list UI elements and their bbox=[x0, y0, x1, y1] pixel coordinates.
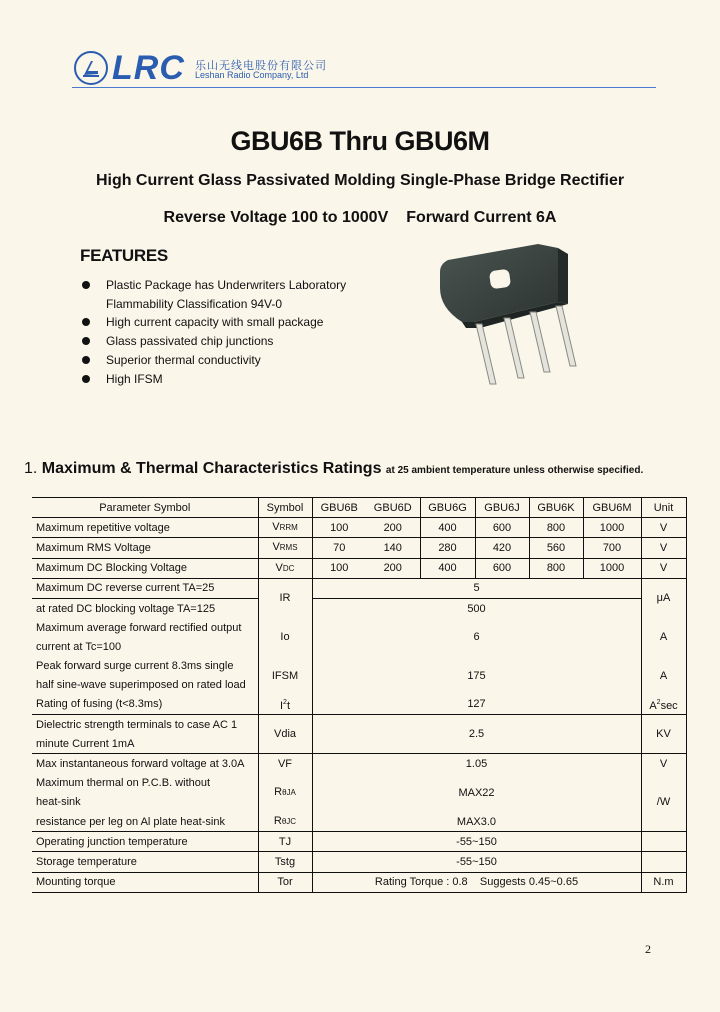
bullet-icon bbox=[82, 375, 90, 383]
header-divider bbox=[72, 87, 656, 88]
bullet-icon bbox=[82, 281, 90, 289]
table-row: Peak forward surge current 8.3ms single IFSM 175 A bbox=[32, 657, 686, 676]
page-number: 2 bbox=[645, 942, 651, 956]
company-name-cn: 乐山无线电股份有限公司 bbox=[195, 60, 327, 72]
bullet-icon bbox=[82, 318, 90, 326]
company-name-en: Leshan Radio Company, Ltd bbox=[195, 70, 309, 80]
table-row: minute Current 1mA bbox=[32, 734, 686, 754]
section-heading: 1. Maximum & Thermal Characteristics Ratings at 25 ambient temperature unless otherwise specified. bbox=[24, 460, 644, 477]
lrc-logo-icon bbox=[74, 51, 108, 85]
table-row: current at Tc=100 bbox=[32, 637, 686, 656]
logo-text: LRC bbox=[112, 49, 185, 87]
table-row: Maximum repetitive voltage VRRM 100 200 400 600 800 1000 V bbox=[32, 518, 686, 538]
document-title: GBU6B Thru GBU6M bbox=[230, 126, 490, 156]
gbu-package-image bbox=[430, 238, 610, 386]
table-row: resistance per leg on Al plate heat-sink RθJC MAX3.0 bbox=[32, 812, 686, 832]
feature-item: Plastic Package has Underwriters Laboratory Flammability Classification 94V-0 bbox=[80, 276, 346, 313]
table-row: Operating junction temperature TJ -55~150 bbox=[32, 832, 686, 852]
table-row: Maximum DC Blocking Voltage VDC 100 200 400 600 800 1000 V bbox=[32, 558, 686, 578]
table-row: Mounting torque Tor Rating Torque : 0.8 Suggests 0.45~0.65 N.m bbox=[32, 872, 686, 892]
feature-item: Glass passivated chip junctions bbox=[80, 332, 346, 351]
feature-item: Superior thermal conductivity bbox=[80, 351, 346, 370]
table-header-row: Parameter Symbol Symbol GBU6B GBU6D GBU6G GBU6J GBU6K GBU6M Unit bbox=[32, 498, 686, 518]
bullet-icon bbox=[82, 337, 90, 345]
table-row: at rated DC blocking voltage TA=125 500 bbox=[32, 598, 686, 618]
table-row: Maximum RMS Voltage VRMS 70 140 280 420 560 700 V bbox=[32, 538, 686, 558]
table-row: heat-sink bbox=[32, 793, 686, 812]
features-list bbox=[80, 276, 346, 388]
table-row: half sine-wave superimposed on rated load bbox=[32, 676, 686, 695]
reverse-voltage-spec: Reverse Voltage 100 to 1000V bbox=[163, 209, 389, 226]
table-row: Rating of fusing (t<8.3ms) $I^2t$ 127 $A^2\sec$ bbox=[32, 695, 686, 715]
company-header bbox=[72, 48, 648, 90]
feature-item: High IFSM bbox=[80, 370, 346, 389]
table-row: Storage temperature Tstg -55~150 bbox=[32, 852, 686, 872]
table-row: Maximum DC reverse current TA=25 IR 5 μA bbox=[32, 578, 686, 598]
table-row: Max instantaneous forward voltage at 3.0A VF 1.05 V bbox=[32, 754, 686, 774]
features-heading: FEATURES bbox=[80, 246, 168, 265]
table-row: Dielectric strength terminals to case AC 1 Vdia 2.5 KV bbox=[32, 715, 686, 735]
spec-summary bbox=[0, 209, 720, 227]
forward-current-spec: Forward Current 6A bbox=[406, 209, 557, 226]
bullet-icon bbox=[82, 356, 90, 364]
feature-item: High current capacity with small package bbox=[80, 313, 346, 332]
ratings-table bbox=[32, 497, 687, 893]
document-subtitle: High Current Glass Passivated Molding Single-Phase Bridge Rectifier bbox=[95, 172, 625, 189]
table-row: Maximum average forward rectified output Io 6 A bbox=[32, 618, 686, 637]
table-row: Maximum thermal on P.C.B. without RθJA MAX22 /W bbox=[32, 774, 686, 793]
